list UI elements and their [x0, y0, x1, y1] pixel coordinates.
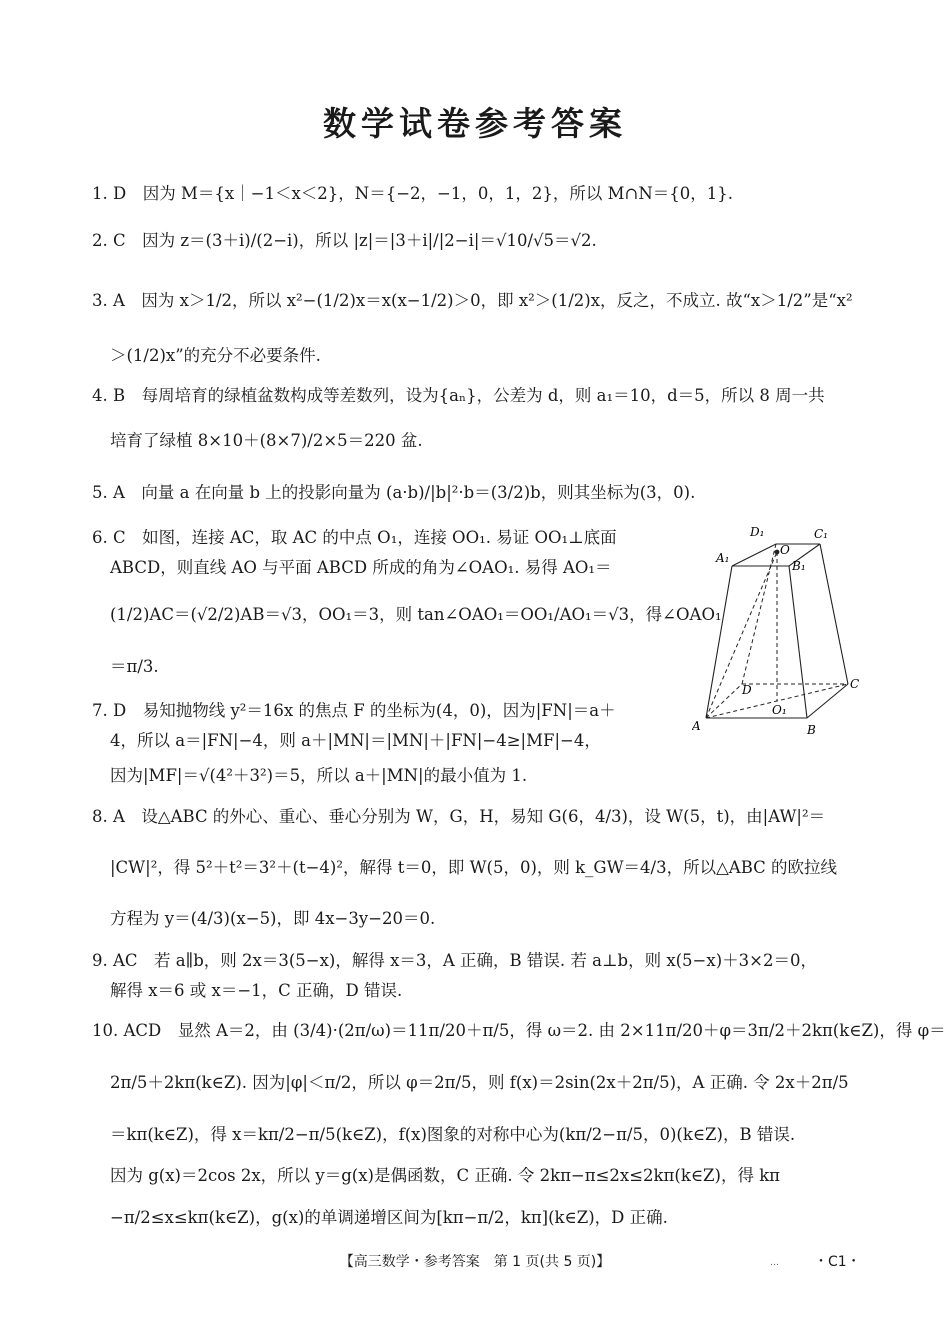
- answer-line-continued: 因为|MF|＝√(4²＋3²)＝5，所以 a＋|MN|的最小值为 1.: [110, 766, 528, 785]
- answer-line-continued: −π/2≤x≤kπ(k∈Z)，g(x)的单调递增区间为[kπ−π/2，kπ](k∈Z)，D 正确.: [110, 1208, 668, 1227]
- answer-line: 3. A 因为 x＞1/2，所以 x²−(1/2)x＝x(x−1/2)＞0，即 x²＞(1/2)x，反之，不成立. 故“x＞1/2”是“x²: [92, 291, 853, 310]
- footer-dots: …: [770, 1258, 779, 1268]
- answer-line-continued: ABCD，则直线 AO 与平面 ABCD 所成的角为∠OAO₁. 易得 AO₁＝: [110, 558, 612, 577]
- answer-line: 7. D 易知抛物线 y²＝16x 的焦点 F 的坐标为(4，0)，因为|FN|＝a＋: [92, 701, 616, 720]
- answer-line-continued: 4，所以 a＝|FN|−4，则 a＋|MN|＝|MN|＋|FN|−4≥|MF|−4，: [110, 731, 601, 750]
- edge-bc: [807, 684, 848, 718]
- answer-line: 8. A 设△ABC 的外心、重心、垂心分别为 W，G，H，易知 G(6，4/3)，设 W(5，t)，由|AW|²＝: [92, 807, 826, 826]
- answer-line: 9. AC 若 a∥b，则 2x＝3(5−x)，解得 x＝3，A 正确，B 错误. 若 a⊥b，则 x(5−x)＋3×2＝0，: [92, 951, 817, 970]
- answer-line: 5. A 向量 a 在向量 b 上的投影向量为 (a·b)/|b|²·b＝(3/2)b，则其坐标为(3，0).: [92, 483, 696, 502]
- answer-line-continued: 2π/5＋2kπ(k∈Z). 因为|φ|＜π/2，所以 φ＝2π/5，则 f(x)＝2sin(2x＋2π/5)，A 正确. 令 2x＋2π/5: [110, 1073, 849, 1092]
- edge-aa1: [706, 566, 732, 718]
- label-a1: A₁: [716, 551, 730, 565]
- edge-cc1: [820, 544, 848, 684]
- answer-line-continued: ＝π/3.: [110, 657, 159, 676]
- page-code: ・C1・: [814, 1254, 861, 1270]
- label-b1: B₁: [792, 559, 806, 573]
- label-d: D: [742, 683, 752, 697]
- answer-line-continued: 因为 g(x)＝2cos 2x，所以 y＝g(x)是偶函数，C 正确. 令 2kπ−π≤2x≤2kπ(k∈Z)，得 kπ: [110, 1166, 781, 1185]
- answer-line: 4. B 每周培育的绿植盆数构成等差数列，设为{aₙ}，公差为 d，则 a₁＝10，d＝5，所以 8 周一共: [92, 386, 825, 405]
- label-a: A: [692, 719, 701, 733]
- page-footer: 【高三数学・参考答案 第 1 页(共 5 页)】: [339, 1254, 611, 1270]
- label-o1: O₁: [772, 703, 787, 717]
- label-c1: C₁: [814, 527, 828, 541]
- answer-line-continued: (1/2)AC＝(√2/2)AB＝√3，OO₁＝3，则 tan∠OAO₁＝OO₁/AO₁＝√3，得∠OAO₁: [110, 605, 722, 624]
- point-o: [775, 550, 780, 555]
- answer-line: 2. C 因为 z＝(3＋i)/(2−i)，所以 |z|＝|3＋i|/|2−i|＝√10/√5＝√2.: [92, 231, 597, 250]
- label-d1: D₁: [750, 525, 765, 539]
- answer-line-continued: ＞(1/2)x”的充分不必要条件.: [110, 346, 321, 365]
- answer-line: 1. D 因为 M＝{x｜−1＜x＜2}，N＝{−2，−1，0，1，2}，所以 M∩N＝{0，1}.: [92, 184, 733, 203]
- answer-line-continued: 培育了绿植 8×10＋(8×7)/2×5＝220 盆.: [110, 431, 423, 450]
- answer-line-continued: |CW|²，得 5²＋t²＝3²＋(t−4)²，解得 t＝0，即 W(5，0)，则 k_GW＝4/3，所以△ABC 的欧拉线: [110, 858, 838, 877]
- answer-line: 6. C 如图，连接 AC，取 AC 的中点 O₁，连接 OO₁. 易证 OO₁⊥底面: [92, 528, 617, 547]
- answer-line: 10. ACD 显然 A＝2，由 (3/4)·(2π/ω)＝11π/20＋π/5，得 ω＝2. 由 2×11π/20＋φ＝3π/2＋2kπ(k∈Z)，得 φ＝: [92, 1021, 946, 1040]
- answer-line-continued: ＝kπ(k∈Z)，得 x＝kπ/2−π/5(k∈Z)，f(x)图象的对称中心为(kπ/2−π/5，0)(k∈Z)，B 错误.: [110, 1125, 796, 1144]
- label-c: C: [850, 677, 860, 691]
- page-title: 数学试卷参考答案: [323, 104, 627, 143]
- frustum-figure: [692, 522, 862, 742]
- edge-dd1: [742, 544, 776, 684]
- answer-line-continued: 解得 x＝6 或 x＝−1，C 正确，D 错误.: [110, 981, 403, 1000]
- answer-line-continued: 方程为 y＝(4/3)(x−5)，即 4x−3y−20＝0.: [110, 909, 436, 928]
- label-b: B: [807, 723, 816, 737]
- label-o: O: [780, 543, 790, 557]
- edge-bb1: [789, 566, 807, 718]
